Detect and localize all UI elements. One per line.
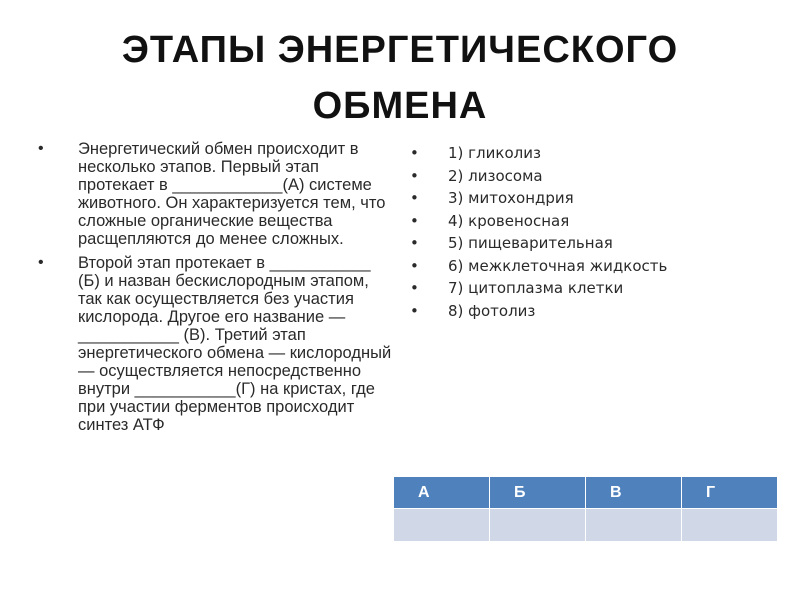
bullet-icon: • [38, 140, 44, 157]
option-text: 2) лизосома [448, 166, 543, 185]
paragraph-text: Второй этап протекает в ___________ (Б) и назван бескислородным этапом, так как осуществляется без участия кислорода. Другое его название — ___________ (В). Третий этап энергетического обмена — кислородный — осуществляется непосредственно внутри ___________(Г) на кристах, где при участии ферментов происходит синтез АТФ [78, 254, 392, 434]
bullet-icon: • [410, 189, 419, 207]
bullet-icon: • [410, 301, 419, 320]
slide-title: ЭТАПЫ ЭНЕРГЕТИЧЕСКОГО ОБМЕНА [121, 29, 679, 127]
option-item [410, 187, 750, 210]
bullet-icon: • [410, 256, 419, 275]
option-item [410, 165, 750, 188]
bullet-icon: • [38, 254, 44, 271]
answer-table [393, 476, 778, 542]
bullet-icon: • [410, 279, 419, 297]
answer-cell-a[interactable] [394, 509, 490, 542]
option-item [410, 210, 750, 233]
paragraph-text: Энергетический обмен происходит в несколько этапов. Первый этап протекает в ____________(А) системе животного. Он характеризуется тем, что сложные органические вещества расщепляются до менее сложных. [78, 140, 386, 248]
option-item [410, 300, 750, 323]
option-text: 7) цитоплазма клетки [448, 279, 624, 297]
option-text: 8) фотолиз [448, 301, 536, 320]
option-text: 6) межклеточная жидкость [448, 256, 668, 275]
bullet-icon: • [410, 144, 419, 162]
table-row [394, 509, 778, 542]
option-item [410, 232, 750, 255]
text-list [38, 140, 393, 440]
paragraph-item [38, 254, 393, 434]
answer-cell-b[interactable] [490, 509, 586, 542]
table-header-b: Б [490, 477, 586, 509]
table-header-g: Г [682, 477, 778, 509]
option-item [410, 142, 750, 165]
option-text: 3) митохондрия [448, 189, 574, 207]
option-text: 4) кровеносная [448, 211, 570, 230]
table-header-v: В [586, 477, 682, 509]
paragraph-item [38, 140, 393, 248]
answer-cell-v[interactable] [586, 509, 682, 542]
option-item [410, 255, 750, 278]
options-list [410, 142, 750, 322]
option-item [410, 277, 750, 300]
answer-cell-g[interactable] [682, 509, 778, 542]
bullet-icon: • [410, 234, 419, 252]
bullet-icon: • [410, 211, 419, 230]
option-text: 1) гликолиз [448, 144, 541, 162]
table-header-a: А [394, 477, 490, 509]
table-header-row [394, 477, 778, 509]
option-text: 5) пищеварительная [448, 234, 613, 252]
bullet-icon: • [410, 166, 419, 185]
